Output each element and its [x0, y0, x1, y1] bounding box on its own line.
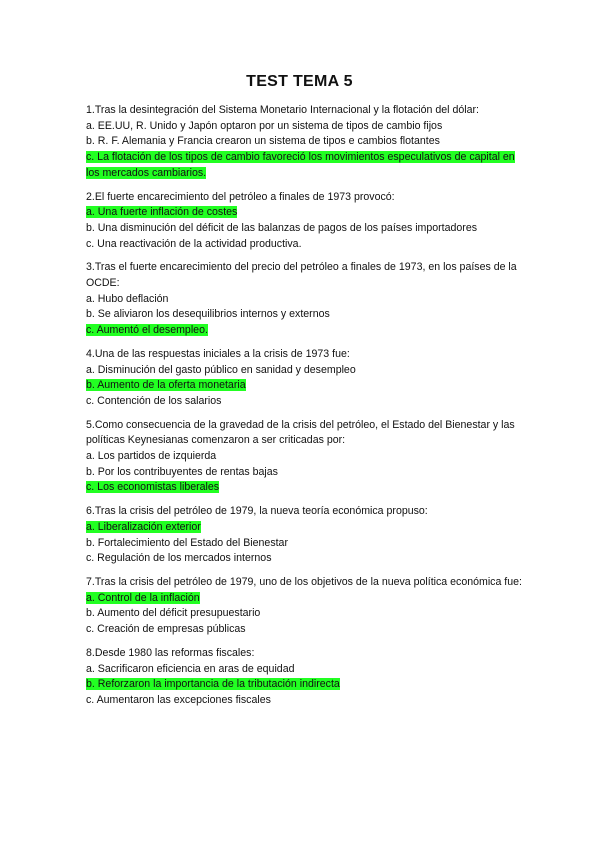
- question-text: 8.Desde 1980 las reformas fiscales:: [86, 646, 255, 659]
- option-text: b. Fortalecimiento del Estado del Bienestar: [86, 536, 288, 549]
- option-text: a. Liberalización exterior: [86, 520, 201, 533]
- option-text: a. EE.UU, R. Unido y Japón optaron por un sistema de tipos de cambio fijos: [86, 119, 443, 132]
- answer-option-correct: [86, 205, 526, 221]
- answer-option-correct: [86, 150, 526, 181]
- answer-option: [86, 307, 526, 323]
- option-text: b. Aumento de la oferta monetaria: [86, 379, 246, 392]
- question-block: [86, 190, 526, 253]
- option-text: c. Los economistas liberales: [86, 481, 220, 494]
- option-text: c. Regulación de los mercados internos: [86, 552, 272, 565]
- option-text: c. Aumentaron las excepciones fiscales: [86, 693, 271, 706]
- option-text: b. Por los contribuyentes de rentas bajas: [86, 465, 278, 478]
- option-text: a. Una fuerte inflación de costes: [86, 206, 238, 219]
- question-block: [86, 103, 526, 182]
- answer-option: [86, 292, 526, 308]
- option-text: b. Una disminución del déficit de las balanzas de pagos de los países importadores: [86, 221, 478, 234]
- question-text: 4.Una de las respuestas iniciales a la crisis de 1973 fue:: [86, 347, 350, 360]
- option-text: a. Disminución del gasto público en sanidad y desempleo: [86, 363, 356, 376]
- answer-option-correct: [86, 480, 526, 496]
- answer-option: [86, 134, 526, 150]
- answer-option: [86, 237, 526, 253]
- question-list: [86, 103, 526, 717]
- answer-option: [86, 449, 526, 465]
- answer-option-correct: [86, 323, 526, 339]
- option-text: b. Reforzaron la importancia de la tributación indirecta: [86, 678, 340, 691]
- question-text: 1.Tras la desintegración del Sistema Monetario Internacional y la flotación del dólar:: [86, 104, 479, 116]
- option-text: c. Aumentó el desempleo.: [86, 324, 208, 337]
- page-title: TEST TEMA 5: [246, 73, 353, 90]
- question-text: 7.Tras la crisis del petróleo de 1979, uno de los objetivos de la nueva política económica fue:: [86, 575, 522, 588]
- answer-option: [86, 606, 526, 622]
- option-text: a. Hubo deflación: [86, 292, 169, 305]
- option-text: a. Los partidos de izquierda: [86, 450, 217, 463]
- option-text: b. Se aliviaron los desequilibrios internos y externos: [86, 308, 330, 321]
- option-text: c. Contención de los salarios: [86, 394, 222, 407]
- answer-option-correct: [86, 677, 526, 693]
- option-text: a. Sacrificaron eficiencia en aras de equidad: [86, 662, 295, 675]
- option-text: a. Control de la inflación: [86, 591, 200, 604]
- question-block: [86, 418, 526, 497]
- answer-option: [86, 119, 526, 135]
- answer-option: [86, 465, 526, 481]
- answer-option: [86, 394, 526, 410]
- answer-option: [86, 622, 526, 638]
- question-block: [86, 347, 526, 410]
- question-block: [86, 260, 526, 339]
- question-block: [86, 646, 526, 709]
- answer-option: [86, 662, 526, 678]
- question-block: [86, 504, 526, 567]
- question-text: 3.Tras el fuerte encarecimiento del precio del petróleo a finales de 1973, en los países de la OCDE:: [86, 261, 517, 290]
- answer-option: [86, 221, 526, 237]
- option-text: c. Una reactivación de la actividad productiva.: [86, 237, 302, 250]
- answer-option-correct: [86, 591, 526, 607]
- answer-option-correct: [86, 378, 526, 394]
- question-text: 2.El fuerte encarecimiento del petróleo a finales de 1973 provocó:: [86, 190, 395, 203]
- answer-option: [86, 536, 526, 552]
- option-text: b. R. F. Alemania y Francia crearon un sistema de tipos e cambios flotantes: [86, 135, 440, 148]
- answer-option: [86, 551, 526, 567]
- answer-option: [86, 363, 526, 379]
- question-text: 5.Como consecuencia de la gravedad de la crisis del petróleo, el Estado del Bienestar y las políticas Keynesianas comenzaron a ser criticadas por:: [86, 418, 515, 447]
- answer-option: [86, 693, 526, 709]
- answer-option-correct: [86, 520, 526, 536]
- question-block: [86, 575, 526, 638]
- question-text: 6.Tras la crisis del petróleo de 1979, la nueva teoría económica propuso:: [86, 505, 428, 518]
- option-text: b. Aumento del déficit presupuestario: [86, 607, 261, 620]
- option-text: c. La flotación de los tipos de cambio favoreció los movimientos especulativos de capital en los mercados cambiarios.: [86, 151, 515, 179]
- option-text: c. Creación de empresas públicas: [86, 623, 246, 636]
